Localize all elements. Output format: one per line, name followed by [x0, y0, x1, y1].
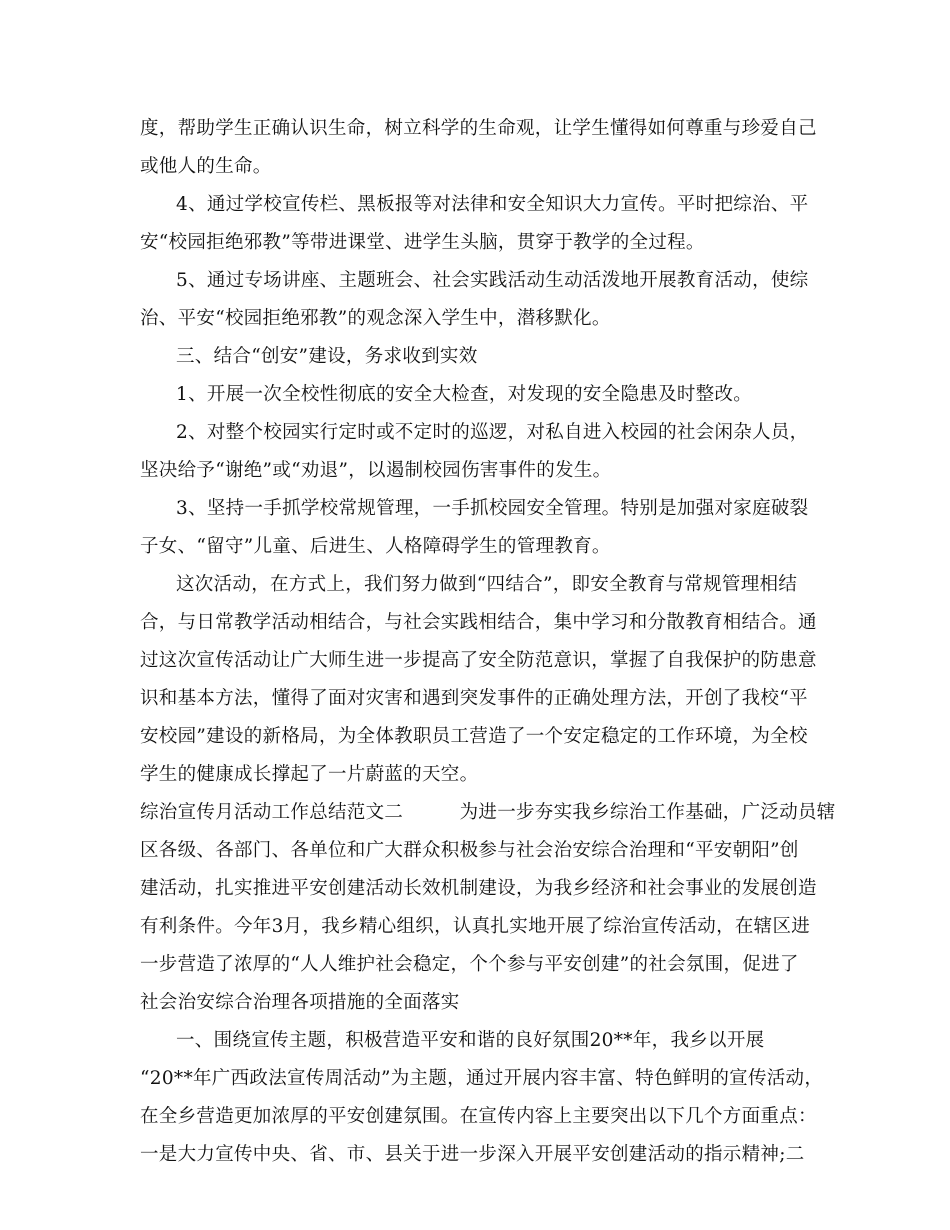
text-line: 建活动，扎实推进平安创建活动长效机制建设，为我乡经济和社会事业的发展创造	[140, 878, 817, 899]
text-line: 过这次宣传活动让广大师生进一步提高了安全防范意识，掌握了自我保护的防患意	[140, 650, 817, 671]
text-line: 合，与日常教学活动相结合，与社会实践相结合，集中学习和分散教育相结合。通	[140, 612, 817, 633]
text-line: 4、通过学校宣传栏、黑板报等对法律和安全知识大力宣传。平时把综治、平	[176, 194, 809, 215]
text-line: 有利条件。今年3月，我乡精心组织，认真扎实地开展了综治宣传活动，在辖区进	[140, 916, 811, 937]
text-line: 坚决给予“谢绝”或“劝退”，以遏制校园伤害事件的发生。	[140, 460, 612, 481]
text-line: 这次活动，在方式上，我们努力做到“四结合”，即安全教育与常规管理相结	[176, 574, 798, 595]
text-line: 识和基本方法，懂得了面对灾害和遇到突发事件的正确处理方法，开创了我校“平	[140, 688, 808, 709]
text-line: 在全乡营造更加浓厚的平安创建氛围。在宣传内容上主要突出以下几个方面重点：	[140, 1106, 817, 1127]
text-line: 安校园”建设的新格局，为全体教职员工营造了一个安定稳定的工作环境，为全校	[140, 726, 808, 747]
section-heading: 三、结合“创安”建设，务求收到实效	[176, 346, 478, 367]
text-line: 学生的健康成长撑起了一片蔚蓝的天空。	[140, 764, 479, 785]
text-line: 度，帮助学生正确认识生命，树立科学的生命观，让学生懂得如何尊重与珍爱自己	[140, 118, 817, 139]
text-line: 5、通过专场讲座、主题班会、社会实践活动生动活泼地开展教育活动，使综	[176, 270, 809, 291]
text-line: 一步营造了浓厚的“人人维护社会稳定，个个参与平安创建”的社会氛围，促进了	[140, 954, 799, 975]
text-line: 区各级、各部门、各单位和广大群众积极参与社会治安综合治理和“平安朝阳”创	[140, 840, 799, 861]
section-heading: 一、围绕宣传主题，积极营造平安和谐的良好氛围20**年，我乡以开展	[176, 1030, 765, 1051]
text-line: 治、平安“校园拒绝邪教”的观念深入学生中，潜移默化。	[140, 308, 611, 329]
text-line: “20**年广西政法宣传周活动”为主题，通过开展内容丰富、特色鲜明的宣传活动，	[140, 1068, 824, 1089]
section-title-line: 综治宣传月活动工作总结范文二 为进一步夯实我乡综治工作基础，广泛动员辖	[140, 802, 836, 823]
text-line: 社会治安综合治理各项措施的全面落实	[140, 992, 460, 1013]
text-line: 一是大力宣传中央、省、市、县关于进一步深入开展平安创建活动的指示精神;二	[140, 1144, 805, 1165]
text-line: 2、对整个校园实行定时或不定时的巡逻，对私自进入校园的社会闲杂人员，	[176, 422, 809, 443]
text-line: 子女、“留守”儿童、后进生、人格障碍学生的管理教育。	[140, 536, 611, 557]
text-line: 或他人的生命。	[140, 156, 272, 177]
text-line: 3、坚持一手抓学校常规管理，一手抓校园安全管理。特别是加强对家庭破裂	[176, 498, 809, 519]
text-line: 安“校园拒绝邪教”等带进课堂、进学生头脑，贯穿于教学的全过程。	[140, 232, 705, 253]
text-line: 1、开展一次全校性彻底的安全大检查，对发现的安全隐患及时整改。	[176, 384, 753, 405]
